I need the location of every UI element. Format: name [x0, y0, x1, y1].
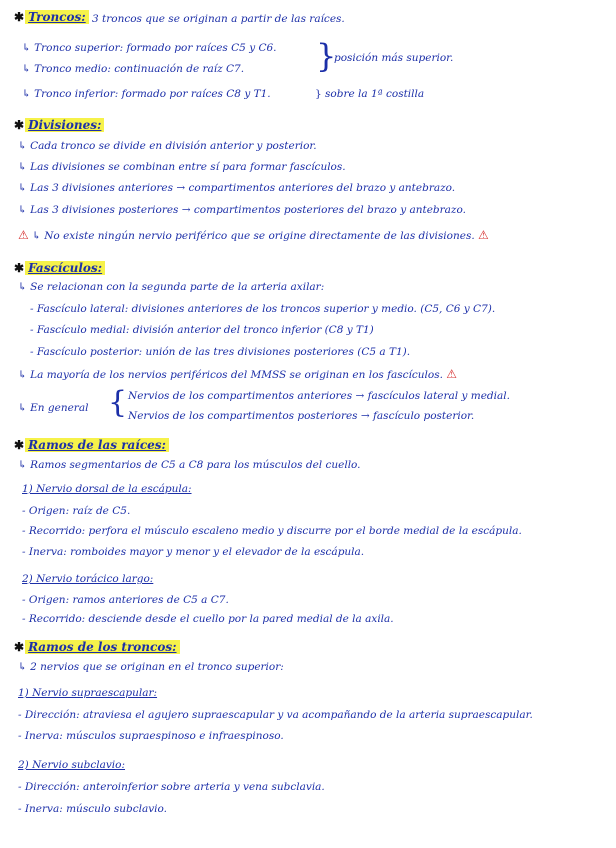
star-icon: ✱: [14, 261, 25, 275]
heading-divisiones-label: Divisiones:: [25, 118, 104, 132]
nervio-toracico-recorrido: - Recorrido: desciende desde el cuello por la pared medial de la axila.: [22, 613, 394, 625]
heading-troncos: [14, 10, 89, 24]
fasciculos-mayoria: ↳ La mayoría de los nervios periféricos del MMSS se originan en los fascículos. ⚠: [18, 367, 458, 381]
star-icon: ✱: [14, 10, 25, 24]
fasciculos-general-label: ↳ En general: [18, 402, 89, 414]
nervio-dorsal-title: 1) Nervio dorsal de la escápula:: [22, 483, 192, 495]
tronco-inferior: ↳ Tronco inferior: formado por raíces C8 y T1.: [22, 88, 271, 100]
nervio-subclavio-direccion: - Dirección: anteroinferior sobre arteria y vena subclavia.: [18, 781, 325, 793]
heading-divisiones: [14, 118, 104, 132]
heading-ramos-troncos-label: Ramos de los troncos:: [25, 640, 179, 654]
fasciculo-lateral: - Fascículo lateral: divisiones anteriores de los troncos superior y medio. (C5, C6 y C7).: [30, 303, 496, 315]
nervio-subclavio-title: 2) Nervio subclavio:: [18, 759, 126, 771]
nervio-toracico-origen: - Origen: ramos anteriores de C5 a C7.: [22, 594, 229, 606]
nervio-supraescapular-inerva: - Inerva: músculos supraespinoso e infraespinoso.: [18, 730, 284, 742]
fasciculos-general-1: Nervios de los compartimentos anteriores → fascículos lateral y medial.: [128, 390, 510, 402]
tronco-medio: ↳ Tronco medio: continuación de raíz C7.: [22, 63, 245, 75]
nervio-dorsal-origen: - Origen: raíz de C5.: [22, 505, 131, 517]
star-icon: ✱: [14, 118, 25, 132]
nervio-subclavio-inerva: - Inerva: músculo subclavio.: [18, 803, 167, 815]
divisiones-item-3: ↳ Las 3 divisiones anteriores → compartimentos anteriores del brazo y antebrazo.: [18, 182, 456, 194]
brace-icon: {: [108, 385, 128, 420]
tronco-inferior-note: } sobre la 1ª costilla: [315, 88, 425, 100]
nervio-supraescapular-direccion: - Dirección: atraviesa el agujero supraescapular y va acompañando de la arteria supraescapular.: [18, 709, 533, 721]
heading-ramos-raices-label: Ramos de las raíces:: [25, 438, 169, 452]
fasciculo-posterior: - Fascículo posterior: unión de las tres divisiones posteriores (C5 a T1).: [30, 346, 411, 358]
heading-fasciculos-label: Fascículos:: [25, 261, 105, 275]
fasciculo-medial: - Fascículo medial: división anterior del tronco inferior (C8 y T1): [30, 324, 374, 336]
warning-icon: ⚠: [446, 367, 458, 381]
ramos-troncos-intro: ↳ 2 nervios que se originan en el tronco superior:: [18, 661, 284, 673]
heading-ramos-troncos: [14, 640, 180, 654]
tronco-brace-note: posición más superior.: [334, 52, 454, 64]
divisiones-item-1: ↳ Cada tronco se divide en división anterior y posterior.: [18, 140, 317, 152]
star-icon: ✱: [14, 640, 25, 654]
nervio-dorsal-inerva: - Inerva: romboides mayor y menor y el elevador de la escápula.: [22, 546, 365, 558]
divisiones-item-4: ↳ Las 3 divisiones posteriores → compartimentos posteriores del brazo y antebrazo.: [18, 204, 466, 216]
tronco-superior: ↳ Tronco superior: formado por raíces C5 y C6.: [22, 42, 277, 54]
fasciculos-general-2: Nervios de los compartimentos posteriores → fascículo posterior.: [128, 410, 475, 422]
heading-fasciculos: [14, 261, 105, 275]
nervio-supraescapular-title: 1) Nervio supraescapular:: [18, 687, 158, 699]
raices-intro: ↳ Ramos segmentarios de C5 a C8 para los músculos del cuello.: [18, 459, 361, 471]
nervio-dorsal-recorrido: - Recorrido: perfora el músculo escaleno medio y discurre por el borde medial de la escápula.: [22, 525, 522, 537]
star-icon: ✱: [14, 438, 25, 452]
warning-icon: ⚠: [478, 228, 489, 242]
heading-ramos-raices: [14, 438, 169, 452]
nervio-toracico-title: 2) Nervio torácico largo:: [22, 573, 154, 585]
troncos-intro: 3 troncos que se originan a partir de las raíces.: [92, 13, 345, 25]
heading-troncos-label: Troncos:: [25, 10, 89, 24]
divisiones-item-2: ↳ Las divisiones se combinan entre sí para formar fascículos.: [18, 161, 346, 173]
fasciculos-intro: ↳ Se relacionan con la segunda parte de la arteria axilar:: [18, 281, 325, 293]
divisiones-item-5: ⚠ ↳ No existe ningún nervio periférico que se origine directamente de las divisiones. ⚠: [18, 228, 489, 242]
brace-icon: }: [316, 37, 337, 75]
warning-icon: ⚠: [18, 228, 29, 242]
